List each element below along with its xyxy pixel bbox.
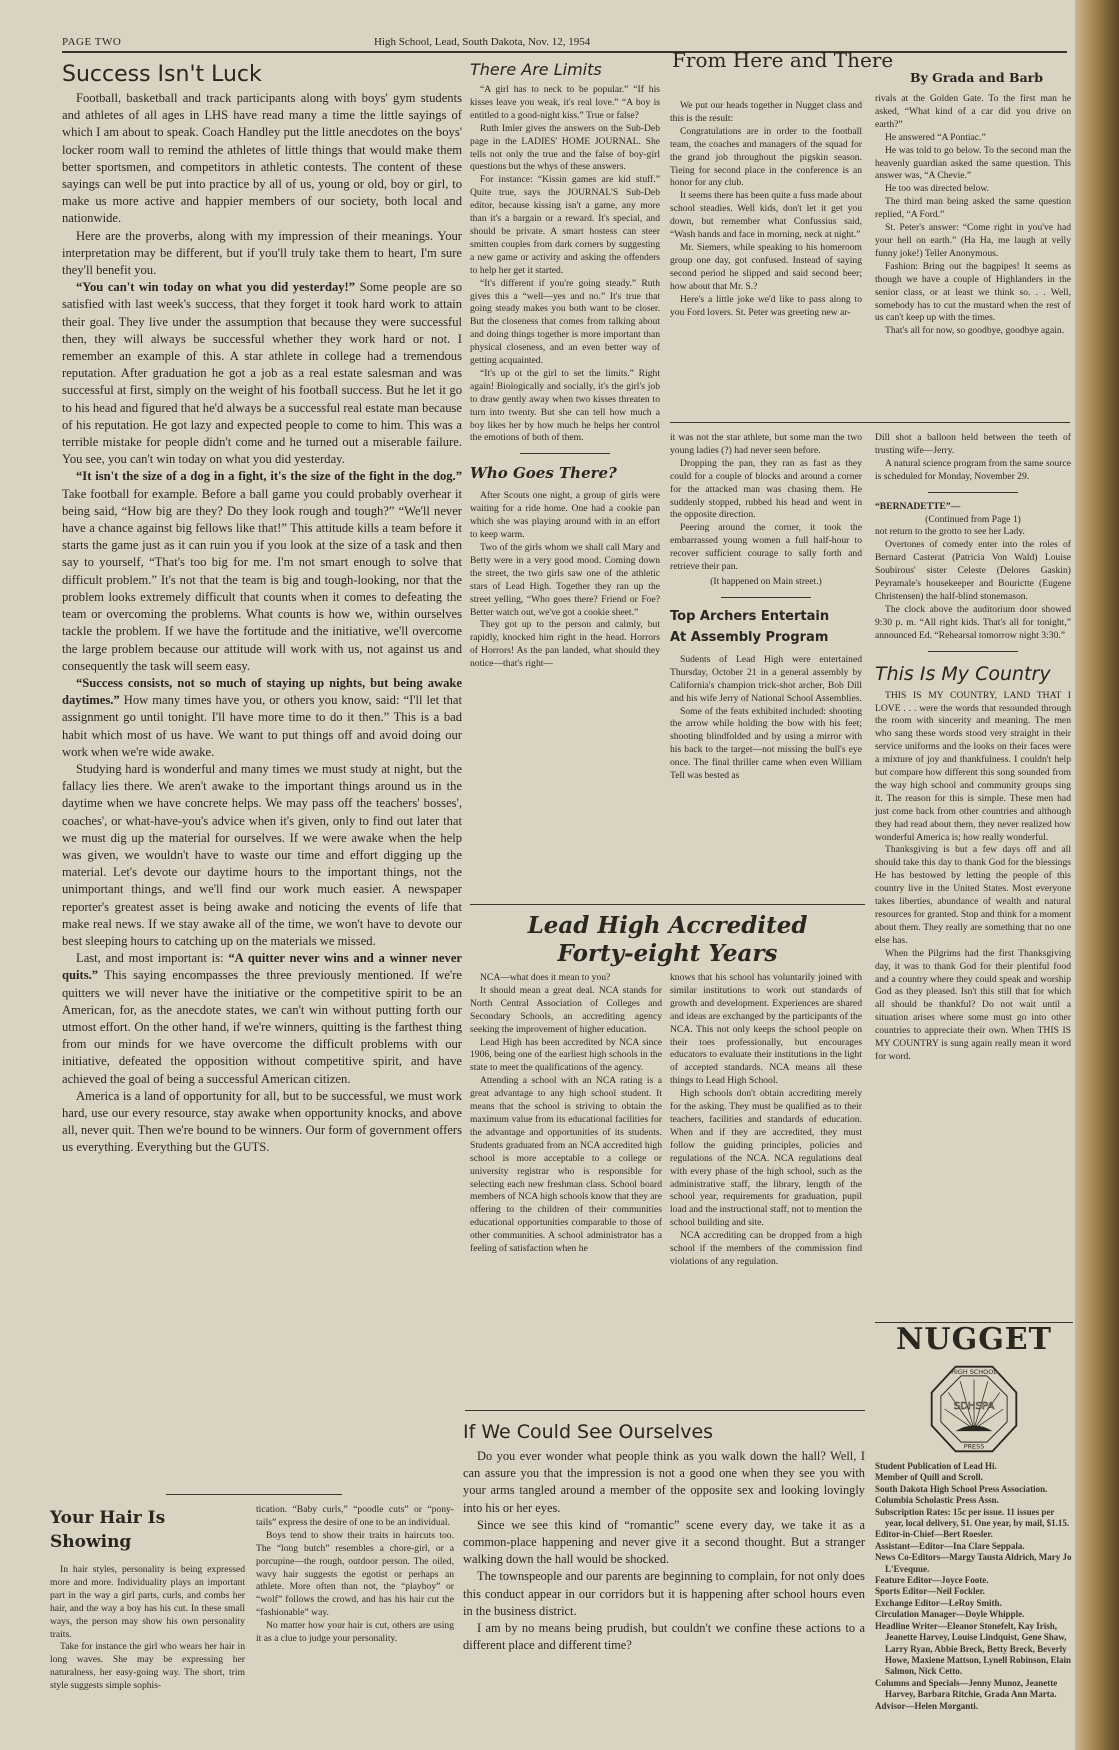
paragraph: it was not the star athlete, but some man the two young ladies (?) had never seen before. bbox=[670, 432, 862, 456]
paragraph: Sudents of Lead High were entertained Thursday, October 21 in a general assembly by California's champion trick-shot archer, Bob Dill and his wife Jerry of National School Assemblies. bbox=[670, 653, 862, 704]
staff-line: Sports Editor—Neil Fockler. bbox=[875, 1586, 985, 1597]
paragraph: When the Pilgrims had the first Thanksgiving day, it was to thank God for their plentiful food and a country where they could speak and worship God as they pleased. Isn't this still that for which all should be thankful? Do not wait until a situation arises where some must go into other countries to appreciate their own. When THIS IS MY COUNTRY is sung again really mean it word for word. bbox=[875, 947, 1071, 1062]
staff-line: Advisor—Helen Morganti. bbox=[875, 1700, 978, 1711]
article-accredited-col1 bbox=[470, 972, 662, 1256]
staff-list bbox=[875, 1461, 1073, 1712]
divider bbox=[166, 1494, 342, 1495]
paragraph: NCA accrediting can be dropped from a high school if the members of the commission find violations of any regulation. bbox=[670, 1230, 862, 1267]
paragraph: tication. “Baby curls,” “poodle cuts” or “pony-tails” express the desire of one to be an individual. bbox=[256, 1504, 454, 1528]
paragraph: Do you ever wonder what people think as you walk down the hall? Well, I can assure you that the impression is not a good one when they see you with your arms tangled around a member of the opposite sex and looking lovingly into his or her eyes. bbox=[463, 1449, 865, 1515]
paragraph: For instance: “Kissin games are kid stuff.” Quite true, says the JOURNAL'S Sub-Deb editor, because kissing isn't a game, any more than it's a bargain or a reward. It's special, and should be private. A smart hostess can steer smitten couples from dark corners by suggesting a new game or activity and asking the offenders to help her get it started. bbox=[470, 174, 660, 276]
article-success-isnt-luck bbox=[62, 60, 462, 1157]
nugget-staff-box bbox=[875, 1323, 1073, 1712]
paragraph: St. Peter's answer: “Come right in you've had your hell on earth.” (Ha Ha, me laugh at velly funny joke!) Teller Anonymous. bbox=[875, 222, 1071, 259]
paragraph: The third man being asked the same question replied, “A Ford.” bbox=[875, 196, 1071, 221]
article-your-hair-is-showing bbox=[50, 1500, 245, 1693]
paragraph: NCA—what does it mean to you? bbox=[480, 972, 611, 983]
staff-line: News Co-Editors—Margy Tausta Aldrich, Mary Jo L'Evequue. bbox=[875, 1552, 1072, 1574]
page-edge bbox=[1075, 0, 1119, 1750]
paragraph: Since we see this kind of “romantic” scene every day, we take it as a common-place happening and never give it a second thought. But a stranger walking down the hall would be shocked. bbox=[463, 1517, 865, 1567]
paragraph: THIS IS MY COUNTRY, LAND THAT I LOVE . . . were the words that resounded through the room with sincerity and meaning. The men who sang these words stood very straight in their service uniforms and the looks on their faces were a mixture of joy and thankfulness. I couldn't help but compare how different this song sounded from the way high school and community groups sing it. The reason for this is simple. These men had just come back from other countries and although they had read about them, they never realized how wonderful America is; how really wonderful. bbox=[875, 689, 1071, 843]
paragraph: I am by no means being prudish, but couldn't we confine these actions to a different place and different time? bbox=[463, 1621, 865, 1653]
headline: Who Goes There? bbox=[470, 464, 617, 483]
paragraph: Some of the feats exhibited included: shooting the arrow while holding the bow with his feet; shooting blindfolded and by using a mirror with his back to the target—not missing the bull's eye once. The final thriller came when even William Tell was bested as bbox=[670, 705, 862, 782]
paragraph: America is a land of opportunity for all, but to be successful, we must work hard, use our every resource, stay awake when opportunity knocks, and above all, never quit. Then we're bound to be winners. Our form of government offers us everything. Everything but the GUTS. bbox=[62, 1088, 462, 1155]
saying-paragraph: “It isn't the size of a dog in a fight, it's the size of the fight in the dog.” Take football for example. Before a ball game you could probably overhear it being said, “How big are they? Do they look rough and tough?” “We'll never have a chance against big fellows like that!” This attitude kills a team before it starts the game just as it can ruin you if you look at the size of a task and then say to yourself, “That's too big for me. I'm not smart enough to solve that difficult problem.” It's not that the team is big and tough-looking, nor that the problem looks extremely difficult that counts when it comes to defeating the team or overcoming the problems. What counts is how we, within ourselves tackle the problem. If we have the fortitude and the initiative, we'll overcome the large problem because our attitude will work with us, not against us and consequently the task will seem easy. bbox=[62, 469, 462, 673]
paragraph: Peering around the corner, it took the embarrassed young women a full half-hour to recover sufficient courage to sally forth and retrieve their pan. bbox=[670, 522, 862, 573]
staff-line: Editor-in-Chief—Bert Roesler. bbox=[875, 1529, 993, 1540]
paragraph: No matter how your hair is cut, others are using it as a clue to judge your personality. bbox=[256, 1620, 454, 1645]
divider bbox=[470, 904, 865, 905]
paragraph: Fashion: Bring out the bagpipes! It seems as though we have a couple of Highlanders in the senior class, or at least we think so. . . Well, somebody has to cut the mustard when the rest of us can't keep up with the times. bbox=[875, 260, 1071, 324]
saying-paragraph: “Success consists, not so much of staying up nights, but being awake daytimes.” How many times have you, or others you know, said: “I'll let that assignment go until tonight. I'll have more time to do it then.” This is a bad habit which most of us have. We want to put things off and avoid doing our work when we're wide awake. bbox=[62, 675, 462, 759]
divider bbox=[928, 492, 1018, 493]
paragraph: It seems there has been quite a fuss made about school steadies. Well kids, don't let it get you down, but remember what Confussius said, “Wash hands and face in morning, neck at night.” bbox=[670, 190, 862, 241]
saying-paragraph: “You can't win today on what you did yesterday!” Some people are so satisfied with last week's success, that they forget it took hard work to attain their goal. They live under the assumption that because they were successful then, they will always be successful whether they work hard or not. I remember an example of this. A star athlete in college had a tremendous reputation. After graduation he got a job as a real estate salesman and was successful at first, simply on the weight of his football success. But he let it go to his head and figured that he'd always be a successful real estate man because of his reputation. He got lazy and expected people to come to him. This was a terrible mistake for people didn't come and he turned out a miserable failure. You see, you can't win today on what you did yesterday. bbox=[62, 280, 462, 467]
paragraph: Dropping the pan, they ran as fast as they could for a couple of blocks and around a corner for the attacked man was chasing them. He suddenly stopped, rubbed his head and went in the opposite direction. bbox=[670, 457, 862, 521]
paragraph: “It's different if you're going steady.” Ruth gives this a “well—yes and no.” It's true that going steady makes you both want to be closer. But the closeness that comes from talking about and doing things together is more important than physical closeness, and an even better way of getting acquainted. bbox=[470, 277, 660, 367]
paragraph: The clock above the auditorium door showed 9:30 p. m. “All right kids. That's all for tonight,” announced Ed. “Rehearsal tomorrow night 3:30.” bbox=[875, 603, 1071, 641]
svg-text:PRESS: PRESS bbox=[963, 1442, 985, 1451]
paragraph: knows that his school has voluntarily joined with similar institutions to work out standards of growth and development. Experiences are shared and ideas are exchanged by the participants of the NCA. This not only keeps the school people on their toes professionally, but encourages educators to evaluate their institutions in the light of accepted standards. NCA means all these things to Lead High School. bbox=[670, 972, 862, 1087]
headline-bernadette: “BERNADETTE”— bbox=[875, 500, 961, 512]
paragraph: A natural science program from the same source is scheduled for Monday, November 29. bbox=[875, 457, 1071, 482]
staff-line: Student Publication of Lead Hi. bbox=[875, 1461, 997, 1471]
divider bbox=[670, 422, 1070, 423]
staff-line: South Dakota High School Press Association. bbox=[875, 1483, 1048, 1494]
svg-text:HIGH SCHOOL: HIGH SCHOOL bbox=[951, 1368, 997, 1377]
paragraph: Boys tend to show their traits in haircuts too. The “long butch” resembles a chore-girl, or a porcupine—the rough, outdoor person. The oiled, wavy hair suggests the egotist or perhaps an athlete. More often than not, the “playboy” or “wolf” follows the crowd, and has his hair cut the “fashionable” way. bbox=[256, 1529, 454, 1619]
paragraph: “It's up ot the girl to set the limits.” Right again! Biologically and socially, it's the girl's job to draw gently away when two kisses threaten to turn into twenty. But she can tell how much a boy likes her by how much he helps her control the emotions of both of them. bbox=[470, 367, 660, 444]
masthead-rule bbox=[62, 51, 1067, 53]
paragraph: Dill shot a balloon held between the teeth of trusting wife—Jerry. bbox=[875, 432, 1071, 456]
article-from-here-and-there-col1 bbox=[670, 100, 862, 319]
paragraph: Two of the girls whom we shall call Mary and Betty were in a very good mood. Coming down the street, the two girls saw one of the athletic stars of Lead High. Together they ran up the street yelling, “Who goes there? Friend or Foe? Better watch out, we've got a cookie sheet.” bbox=[470, 542, 660, 618]
article-if-we-could-see-ourselves bbox=[463, 1418, 865, 1654]
headline: There Are Limits bbox=[470, 60, 602, 79]
paragraph: After Scouts one night, a group of girls were waiting for a ride home. One had a cookie pan which she was playing around with in an effort to keep warm. bbox=[470, 490, 660, 541]
divider bbox=[465, 1410, 865, 1411]
paragraph: He too was directed below. bbox=[885, 183, 990, 195]
page-label: PAGE TWO bbox=[62, 36, 122, 48]
staff-line: Subscription Rates: 15c per issue. 11 issues per year, local delivery, $1. One year, by mail, $1.15. bbox=[875, 1506, 1070, 1529]
footnote: (It happened on Main street.) bbox=[710, 575, 822, 587]
paragraph: Congratulations are in order to the football team, the coaches and managers of the squad for the grand job throughout the pigskin season. Tieing for second place in the conference is an honor for any club. bbox=[670, 125, 862, 189]
byline: By Grada and Barb bbox=[910, 70, 1044, 85]
staff-line: Columns and Specials—Jenny Munoz, Jeanette Harvey, Barbara Ritchie, Grada Ann Marta. bbox=[875, 1677, 1058, 1700]
paragraph: Here are the proverbs, along with my impression of their meanings. Your interpretation may be different, but if you'll truly take them to heart, I'm sure they'll benefit you. bbox=[62, 228, 462, 278]
staff-line: Feature Editor—Joyce Foote. bbox=[875, 1575, 989, 1586]
divider bbox=[721, 597, 811, 598]
paragraph: High schools don't obtain accrediting merely for the asking. They must be qualified as to their teachers, facilities and standards of education. When and if they are accredited, they must follow the guiding principles, policies and regulations of the NCA. NCA regulations deal with every phase of the high school, such as the administrative staff, the library, length of the school year, requirements for graduation, pupil load and the instructional staff, not to mention the school building and site. bbox=[670, 1088, 862, 1229]
headline: Your Hair Is Showing bbox=[50, 1508, 166, 1552]
svg-text:SDHSPA: SDHSPA bbox=[953, 1401, 995, 1412]
paragraph: They got up to the person and calmly, but rapidly, knocked him right in the head. Horrors of Horrors! As the pan landed, what should they notice—that's right— bbox=[470, 619, 660, 670]
staff-line: Circulation Manager—Doyle Whipple. bbox=[875, 1609, 1025, 1620]
divider bbox=[520, 453, 610, 454]
headline-lead-high-accredited: Lead High Accredited Forty-eight Years bbox=[527, 912, 808, 967]
paragraph: not return to the grotto to see her Lady. bbox=[875, 526, 1025, 538]
staff-line: Exchange Editor—LeRoy Smith. bbox=[875, 1597, 1002, 1608]
paragraph: Lead High has been accredited by NCA since 1906, being one of the earliest high schools in the state to meet the qualifications of the agency. bbox=[470, 1036, 662, 1074]
headline-archers: Top Archers Entertain At Assembly Program bbox=[670, 608, 830, 645]
continued-label: (Continued from Page 1) bbox=[925, 513, 1021, 525]
paragraph: Overtones of comedy enter into the roles of Bernard Casterat (Patricia Von Wald) Louise Soubirous' sister Celeste (Delores Gaskin) Peyramale's housekeeper and Bourictte (Eugene Christensen) the half-blind stonemason. bbox=[875, 539, 1071, 602]
paragraph: Studying hard is wonderful and many times we must study at night, but the fallacy lies there. We aren't awake to the important things around us in the daytime when we have concrete helps. We may pass off the teachers' bosses', coaches', or what-have-you's advice when it's given, only to find out later that we must dig up the material for ourselves. If we were awake when the help was given, we wouldn't have to waste our time and effort digging up the material. Let's devote our daytime hours to the important things, not the unimportant things, and we'll find our work much easier. A newspaper reporter's greatest asset is being awake and noticing the events of life that make real news. If we stay awake all of the time, we won't have to devote our best sleeping hours to catching up on the materials we missed. bbox=[62, 761, 462, 948]
paragraph: Attending a school with an NCA rating is a great advantage to any high school student. It means that the school is striving to obtain the maximum value from its educational facilities for the advantage and opportunities of its students. Students graduated from an NCA accredited high school is more acceptable to a college or university registrar who is responsible for selecting each new freshman class. School board members of NCA high schools know that they are offering to the children of their communities educational opportunities comparable to those of other communities. A school administrator has a feeling of satisfaction when he bbox=[470, 1075, 662, 1255]
paragraph: The townspeople and our parents are beginning to complain, for not only does this conduct appear in our corridors but it is happening after school hours even in the business district. bbox=[463, 1569, 865, 1618]
paragraph: Thanksgiving is but a few days off and all should take this day to thank God for the blessings He has bestowed by letting the people of this country live in the United States. Most everyone takes liberties, abundance of wealth and natural resources for granted. Stop and think for a moment about them. They really are something that no one else has. bbox=[875, 844, 1071, 946]
article-who-goes-there-continued bbox=[670, 432, 862, 783]
sdhspa-logo-icon bbox=[928, 1363, 1020, 1455]
staff-line: Assistant—Editor—Ina Clare Seppala. bbox=[875, 1540, 1025, 1551]
paragraph: He was told to go below. To the second man the heavenly guardian asked the same question. This answer was, “A Chevie.” bbox=[875, 144, 1071, 182]
headline-from-here-and-there: From Here and There bbox=[672, 48, 894, 72]
article-there-are-limits bbox=[470, 58, 660, 671]
saying-paragraph: Last, and most important is: “A quitter never wins and a winner never quits.” This saying encompasses the three previously mentioned. If we're quitters we will never have the initiative or the competitive spirit to be an American, for, as the anecdote states, we can't win without putting forth our utmost effort. On the other hand, if we're winners, quitting is the farthest thing from our minds for we have overcome the difficult problems with our initiative, defeated the opposition without competitive spirit, and have achieved the goal of being a successful American citizen. bbox=[62, 951, 462, 1086]
article-archers-continued bbox=[875, 432, 1071, 1064]
headline: If We Could See Ourselves bbox=[463, 1421, 714, 1443]
paragraph: Here's a little joke we'd like to pass along to you Ford lovers. St. Peter was greeting new ar- bbox=[670, 293, 862, 318]
paragraph: That's all for now, so goodbye, goodbye again. bbox=[885, 325, 1065, 337]
paragraph: Football, basketball and track participants along with boys' gym students and athletes of all ages in LHS have read many a time the little sayings of which I am about to speak. Coach Handley put the little anecdotes on the boys' locker room wall to remind the athletes of little things that would make them better sportsmen, and competitors in athletic contests. The content of these sayings can well be put into practice by all of us, young or old, boy or girl, to make us more active and happier members of our society, both local and nationwide. bbox=[62, 91, 462, 226]
staff-line: Headline Writer—Eleanor Stonefelt, Kay Irish, Jeanette Harvey, Louise Lindquist, Gene Shaw, Larry Ryan, Abbie Breck, Betty Breck, Beverly Howe, Maxiene Mattson, Lynell Robinson, Elain Salmon, Nick Cetto. bbox=[875, 1620, 1072, 1677]
issue-header: High School, Lead, South Dakota, Nov. 12, 1954 bbox=[374, 36, 591, 48]
article-from-here-and-there-col2 bbox=[875, 93, 1071, 338]
staff-line: Member of Quill and Scroll. bbox=[875, 1472, 983, 1483]
divider bbox=[928, 651, 1018, 652]
paragraph: It should mean a great deal. NCA stands for North Central Association of Colleges and Secondary Schools, an accrediting agency seeking the improvement of higher education. bbox=[470, 984, 662, 1035]
headline: This Is My Country bbox=[875, 662, 1051, 685]
article-your-hair-is-showing-col2 bbox=[256, 1504, 454, 1646]
paragraph: He answered “A Pontiac.” bbox=[885, 131, 986, 143]
nugget-title: NUGGET bbox=[895, 1322, 1052, 1357]
headline: Success Isn't Luck bbox=[62, 62, 262, 87]
paragraph: Take for instance the girl who wears her hair in long waves. She may be expressing her naturalness, her easy-going way. The short, trim style suggests simple sophis- bbox=[50, 1641, 245, 1692]
paragraph: “A girl has to neck to be popular.” “If his kisses leave you weak, it's real love.” “A boy is entitled to a good-night kiss.” True or false? bbox=[470, 84, 660, 121]
paragraph: rivals at the Golden Gate. To the first man he asked, “What kind of a car did you drive on earth?” bbox=[875, 93, 1071, 130]
article-accredited-col2 bbox=[670, 972, 862, 1269]
paragraph: In hair styles, personality is being expressed more and more. Individuality plays an important part in the way a girl parts, curls, and combs her hair, and the way a boy has his cut. In these small ways, the person may show his own personality traits. bbox=[50, 1564, 245, 1640]
paragraph: Ruth Imler gives the answers on the Sub-Deb page in the LADIES' HOME JOURNAL. She tells not only the true and the false of boy-girl questions but the whys of these answers. bbox=[470, 122, 660, 173]
staff-line: Columbia Scholastic Press Assn. bbox=[875, 1495, 999, 1506]
paragraph: We put our heads together in Nugget class and this is the result: bbox=[670, 100, 862, 124]
paragraph: Mr. Siemers, while speaking to his homeroom group one day, got confused. Instead of saying second period he slipped and said second beer; how about that Mr. S.? bbox=[670, 241, 862, 292]
